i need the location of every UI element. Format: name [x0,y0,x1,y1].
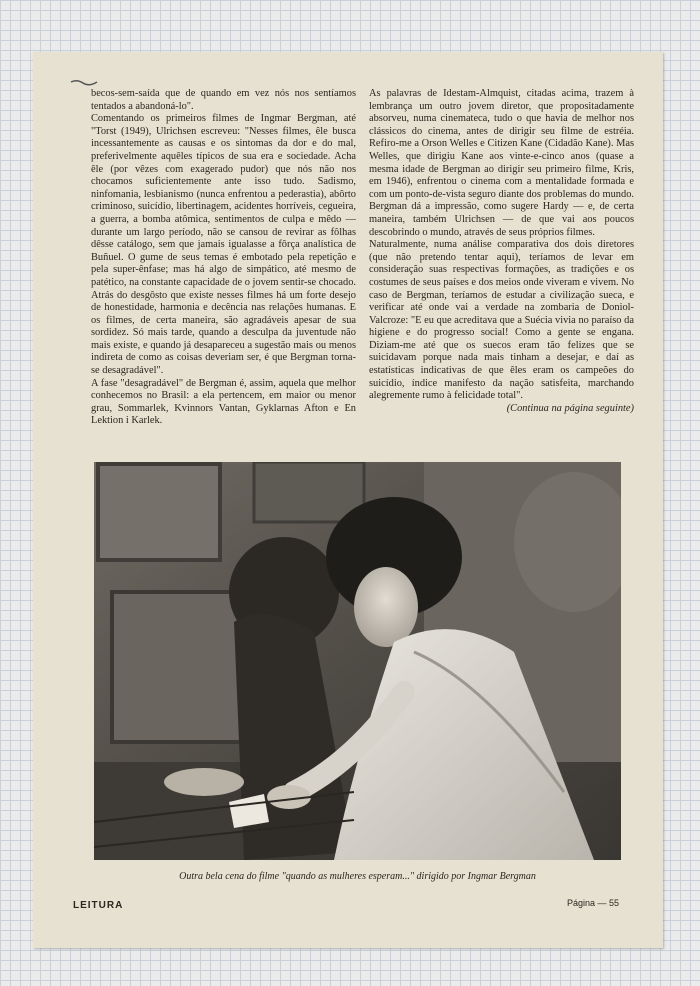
magazine-page [33,52,663,948]
article-paragraph: As palavras de Idestam-Almquist, citadas acima, trazem à lembrança um outro jovem diretor, que propositadamente absorveu, numa cinemateca, tudo o que havia de melhor nos clássicos do cinema, antes de dirigir seu filme de estréia. Refiro-me a Orson Welles e Citizen Kane (Cidadão Kane). Mas Welles, que dirigiu Kane aos vinte-e-cinco anos (quase a mesma idade de Bergman ao dirigir seu primeiro filme, Kris, em 1946), enfrentou o cinema com a mentalidade formada e com um ponto-de-vista seguro diante dos problemas do mundo. Bergman dá a impressão, como sugere Hardy — e, de certa maneira, também Ulrichsen — de que vai aos poucos descobrindo o mundo, através de seus próprios filmes. [369,88,634,238]
continuation-note: (Continua na página seguinte) [506,402,634,414]
article-paragraph: Comentando os primeiros filmes de Ingmar Bergman, até "Torst (1949), Ulrichsen escreveu: "Nesses filmes, êle busca incessantemente as causas e os sintomas da dor e do mal, preferivelmente aquêles típicos de sua era e sociedade. Acha êle (por vêzes com exagerado pudor) que nós não nos chocamos suficientemente ante isso tudo. Sadismo, ninfomania, lesbianismo (nunca enfrentou a pederastia), abôrto criminoso, suicídio, libertinagem, acidentes horríveis, cegueira, a guerra, a bomba atômica, sentimentos de culpa e mêdo — durante um largo período, não se cansou de revirar as fôlhas dêsse catálogo, sem que jamais igualasse a fôrça analística de Buñuel. O gume de seus temas é embotado pela repetição e pela super-ênfase; mas há algo de simpático, até mesmo de patético, na constante capacidade de o jovem sentir-se chocado. Atrás do desgôsto que existe nesses filmes há um forte desejo de honestidade, harmonia e decência nas relações humanas. E os filmes, de certa maneira, são agradáveis apesar de sua sordidez. Só mais tarde, quando a desculpa da juventude não mais existe, e quando já desapareceu a sugestão mais ou menos indireta de como as coisas deveriam ser, é que Bergman torna-se desagradável". [91,113,356,377]
article-paragraph: A fase "desagradável" de Bergman é, assim, aquela que melhor conhecemos no Brasil: a ela pertencem, em maior ou menor grau, Sommarlek, Kvinnors Vantan, Gyklarnas Afton e En Lektion i Karlek. [91,377,356,427]
photo-caption: Outra bela cena do filme "quando as mulheres esperam..." dirigido por Ingmar Bergman [179,871,536,882]
page-number: Página — 55 [566,898,619,908]
article-paragraph: Naturalmente, numa análise comparativa dos dois diretores (que não pretendo tentar aqui), teríamos de levar em consideração suas respectivas formações, as tradições e os costumes de seus países e dos meios onde viveram e vivem. No caso de Bergman, teríamos de estudar a civilização sueca, e verificar até onde vai a verdade na zombaria de Doniol-Valcroze: "E eu que acreditava que a Suécia vivia no paraíso da higiene e do progresso social! Como a gente se engana. Diziam-me até que os suecos eram tão felizes que se suicidavam porque nada mais tinham a desejar, e daí as estatísticas indicativas de que êles eram os campeões do suicídio, índice manifesto da nação satisfeita, marchando alegremente rumo à felicidade total". [369,239,634,402]
pen-mark-icon [69,78,99,86]
article-left-column [91,88,356,428]
article-paragraph: becos-sem-saída que de quando em vez nós nos sentíamos tentados a abandoná-lo". [91,88,356,112]
article-right-column [369,88,634,415]
film-still-photo [94,462,621,860]
film-still-image [94,462,621,860]
magazine-name: LEITURA [73,900,124,911]
